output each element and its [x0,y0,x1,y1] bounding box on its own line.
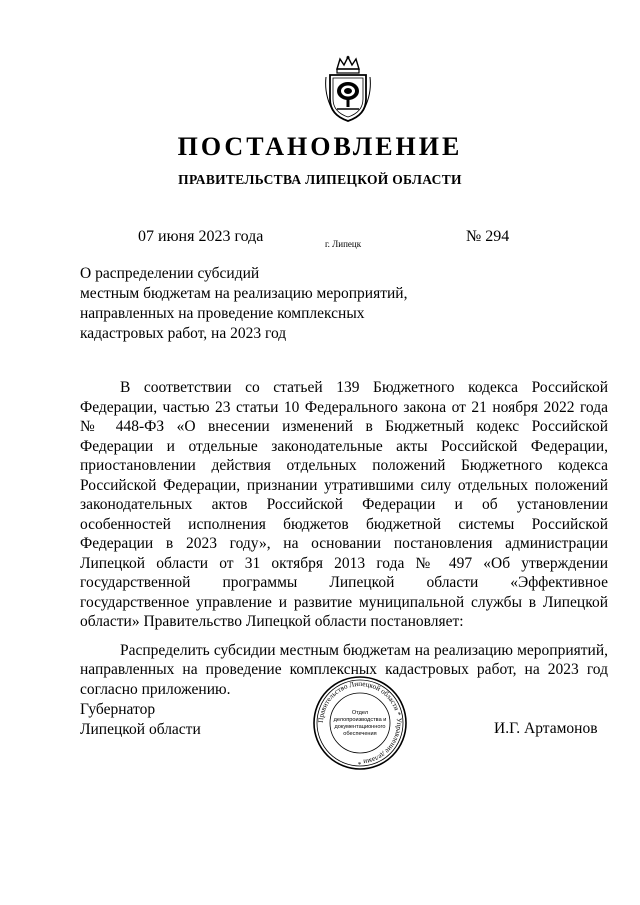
document-body [80,378,608,708]
document-city: г. Липецк [325,239,362,249]
signatory-position [80,700,201,740]
stamp-center-line: обеспечения [343,731,377,737]
position-line: Губернатор [80,701,156,718]
stamp-center-line: Отдел [351,710,369,716]
coat-of-arms-icon [325,55,371,123]
body-paragraph: В соответствии со статьей 139 Бюджетного кодекса Российской Федерации, частью 23 статьи 10 Федерального закона от 21 ноября 2022 года № 448-ФЗ «О внесении изменений в Бюджетный кодекс Российской Федерации и отдельные законодательные акты Российской Федерации, приостановлении действия отдельных положений Бюджетного кодекса Российской Федерации, признании утратившими силу отдельных положений законодательных актов Российской Федерации и об установлении особенностей исполнения бюджетов бюджетной системы Российской Федерации в 2023 году», на основании постановления администрации Липецкой области от 31 октября 2013 года № 497 «Об утверждении государственной программы Липецкой области «Эффективное государственное управление и развитие муниципальной службы в Липецкой области» Правительство Липецкой области постановляет: [80,379,608,630]
subject-line: направленных на проведение комплексных [80,305,365,322]
document-subject [80,264,410,344]
position-line: Липецкой области [80,721,201,738]
signatory-name: И.Г. Артамонов [494,720,598,737]
stamp-center-line: делопроизводства и [333,717,387,723]
subject-line: О распределении субсидий [80,265,260,282]
stamp-ring-text: Правительство Липецкой области * Управление делами * [316,679,404,767]
official-stamp [312,675,408,771]
document-subtitle: ПРАВИТЕЛЬСТВА ЛИПЕЦКОЙ ОБЛАСТИ [178,172,462,187]
document-title: ПОСТАНОВЛЕНИЕ [177,132,463,161]
document-date: 07 июня 2023 года [138,228,264,245]
body-paragraph: Распределить субсидии местным бюджетам на реализацию мероприятий, направленных на проведение комплексных кадастровых работ, на 2023 год согласно приложению. [80,641,608,698]
document-number: № 294 [466,228,510,245]
stamp-center-line: документационного [334,724,386,730]
subject-line: кадастровых работ, на 2023 год [80,325,287,342]
subject-line: местным бюджетам на реализацию мероприятий, [80,285,408,302]
